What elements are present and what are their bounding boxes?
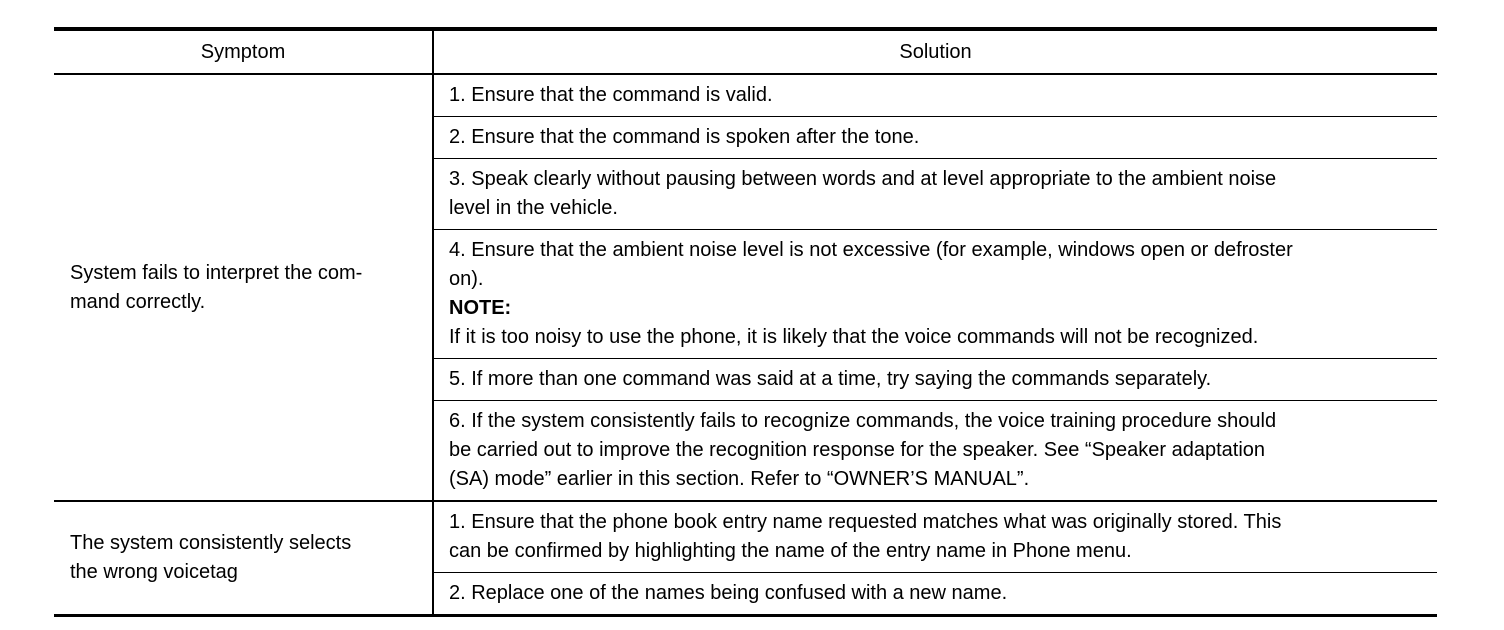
table-row <box>54 501 1437 573</box>
solution-line: 6. If the system consistently fails to recognize commands, the voice training procedure should <box>449 410 1277 432</box>
solution-cell <box>433 573 1437 616</box>
symptom-line: mand correctly. <box>70 290 206 313</box>
solution-cell <box>433 501 1437 573</box>
solution-cell <box>433 159 1437 230</box>
solution-cell <box>433 230 1437 359</box>
symptom-line: System fails to interpret the com- <box>70 261 363 284</box>
note-text: If it is too noisy to use the phone, it is likely that the voice commands will not be recognized. <box>449 326 1259 348</box>
solution-cell <box>433 74 1437 117</box>
solution-line: 2. Replace one of the names being confused with a new name. <box>449 582 1008 604</box>
solution-line: 4. Ensure that the ambient noise level is not excessive (for example, windows open or defroster <box>449 239 1293 261</box>
solution-line: (SA) mode” earlier in this section. Refer to “OWNER’S MANUAL”. <box>449 468 1030 490</box>
note-label: NOTE: <box>449 297 512 319</box>
symptom-line: The system consistently selects <box>70 532 352 554</box>
solution-line: 2. Ensure that the command is spoken after the tone. <box>449 126 920 148</box>
solution-cell <box>433 359 1437 401</box>
solution-line: can be confirmed by highlighting the name of the entry name in Phone menu. <box>449 540 1132 562</box>
solution-line: 3. Speak clearly without pausing between words and at level appropriate to the ambient noise <box>449 168 1277 190</box>
symptom-cell <box>54 74 433 501</box>
troubleshooting-table <box>54 27 1437 617</box>
solution-line: level in the vehicle. <box>449 197 618 219</box>
solution-line: 1. Ensure that the phone book entry name requested matches what was originally stored. This <box>449 511 1282 533</box>
symptom-line: the wrong voicetag <box>70 561 238 583</box>
solution-line: be carried out to improve the recognition response for the speaker. See “Speaker adaptation <box>449 439 1266 461</box>
solution-cell <box>433 401 1437 502</box>
symptom-cell <box>54 501 433 616</box>
solution-header: Solution <box>433 29 1437 74</box>
table-row <box>54 74 1437 117</box>
solution-line: on). <box>449 268 484 290</box>
header-row <box>54 29 1437 74</box>
symptom-header: Symptom <box>54 29 433 74</box>
solution-cell <box>433 117 1437 159</box>
solution-line: 5. If more than one command was said at a time, try saying the commands separately. <box>449 368 1212 390</box>
solution-line: 1. Ensure that the command is valid. <box>449 84 773 106</box>
